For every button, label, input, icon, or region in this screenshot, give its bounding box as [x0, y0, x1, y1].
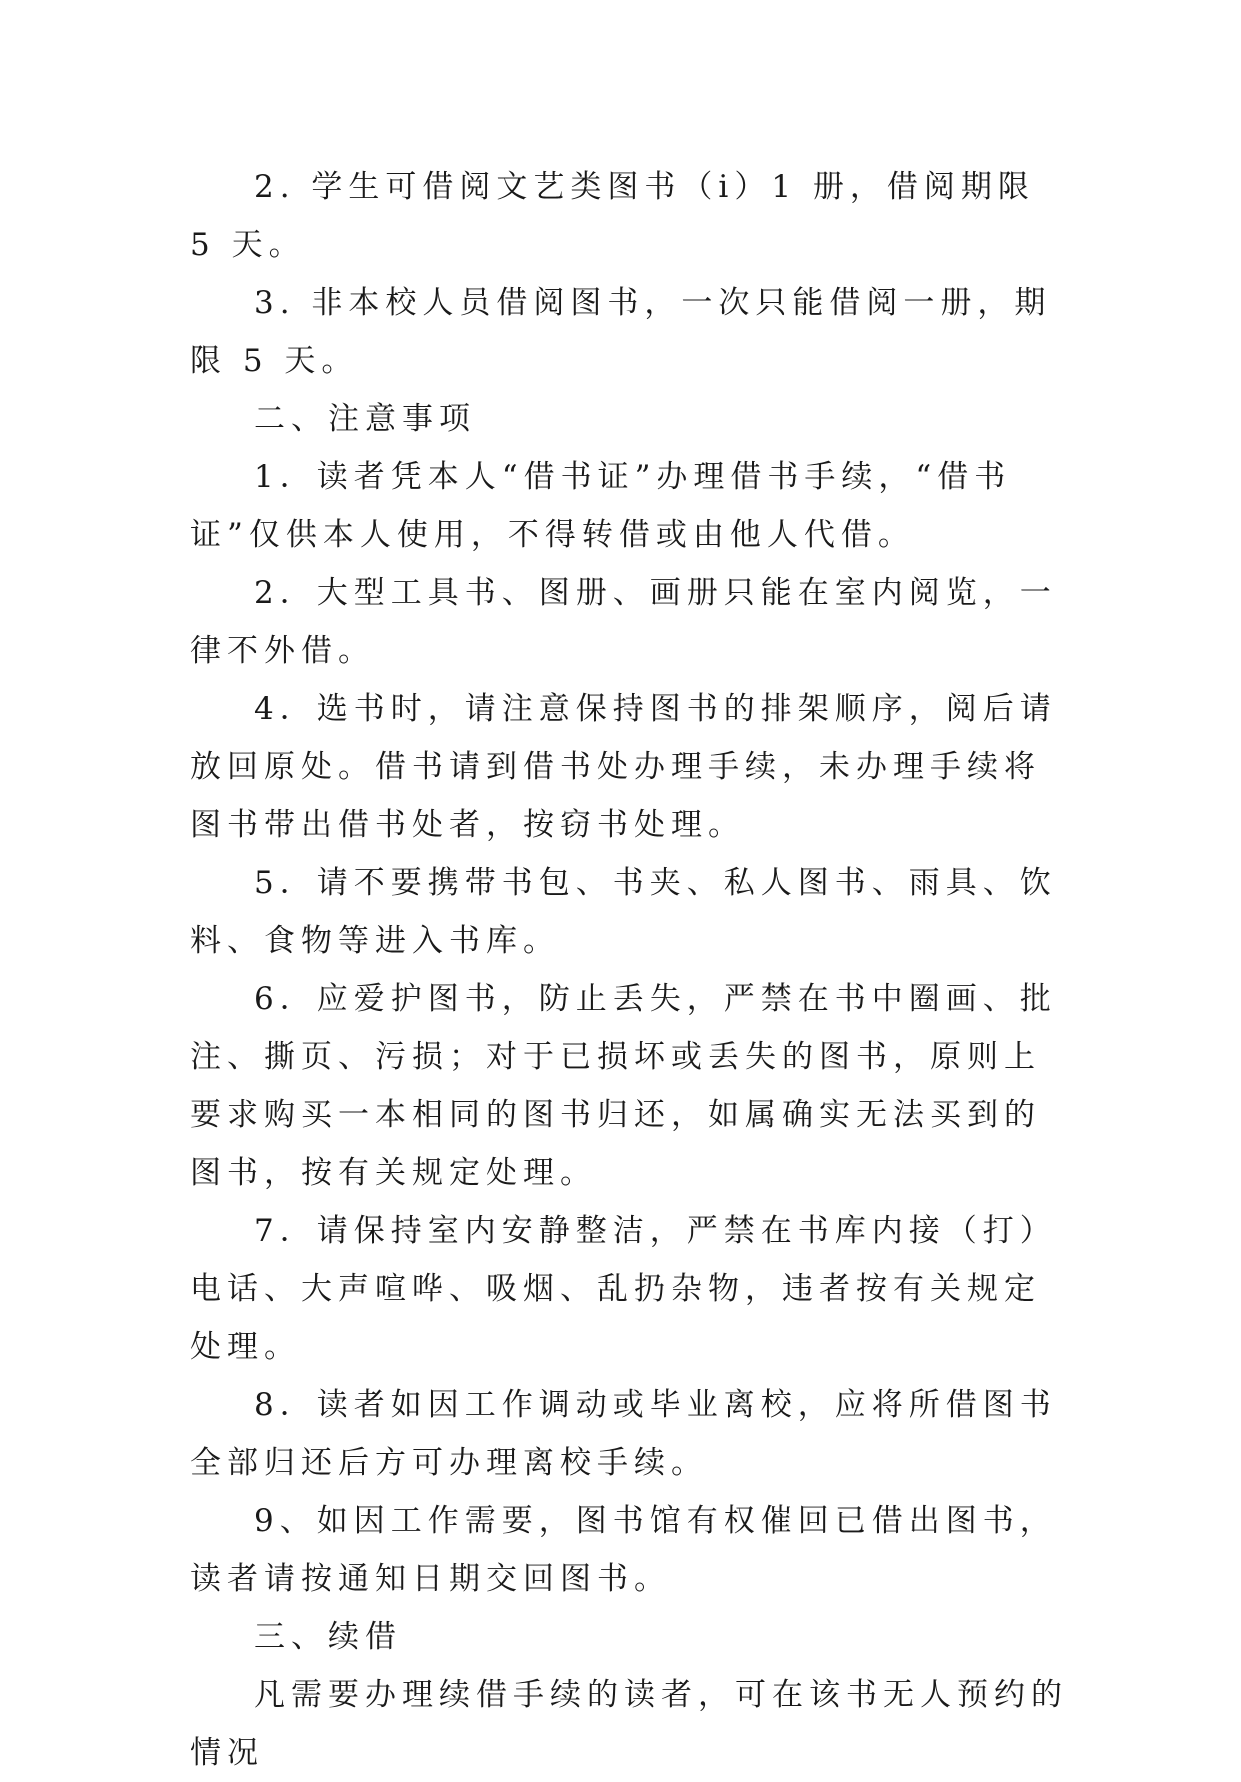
- section-heading-notes: 二、注意事项: [254, 401, 476, 437]
- paragraph-note-8: 8．读者如因工作调动或毕业离校，应将所借图书全部归还后方可办理离校手续。: [190, 1387, 1057, 1481]
- paragraph-note-9: 9、如因工作需要，图书馆有权催回已借出图书，读者请按通知日期交回图书。: [190, 1503, 1057, 1597]
- paragraph-renewal: 凡需要办理续借手续的读者，可在该书无人预约的情况: [190, 1677, 1068, 1771]
- paragraph-note-1: 1．读者凭本人“借书证”办理借书手续，“借书证”仅供本人使用，不得转借或由他人代借。: [190, 459, 1012, 553]
- paragraph-borrow-rule-3: 3. 非本校人员借阅图书，一次只能借阅一册，期限 5 天。: [190, 285, 1052, 379]
- document-body: [190, 158, 1070, 1782]
- paragraph-note-6: 6．应爱护图书，防止丢失，严禁在书中圈画、批注、撕页、污损；对于已损坏或丢失的图书，原则上要求购买一本相同的图书归还，如属确实无法买到的图书，按有关规定处理。: [190, 981, 1057, 1191]
- section-heading-renewal: 三、续借: [254, 1619, 402, 1655]
- paragraph-borrow-rule-2: 2. 学生可借阅文艺类图书（i）1 册，借阅期限 5 天。: [190, 169, 1035, 263]
- paragraph-note-2: 2．大型工具书、图册、画册只能在室内阅览，一律不外借。: [190, 575, 1057, 669]
- paragraph-note-5: 5．请不要携带书包、书夹、私人图书、雨具、饮料、食物等进入书库。: [190, 865, 1057, 959]
- paragraph-note-4: 4．选书时，请注意保持图书的排架顺序，阅后请放回原处。借书请到借书处办理手续，未办理手续将图书带出借书处者，按窃书处理。: [190, 691, 1057, 843]
- paragraph-note-7: 7．请保持室内安静整洁，严禁在书库内接（打）电话、大声喧哗、吸烟、乱扔杂物，违者按有关规定处理。: [190, 1213, 1057, 1365]
